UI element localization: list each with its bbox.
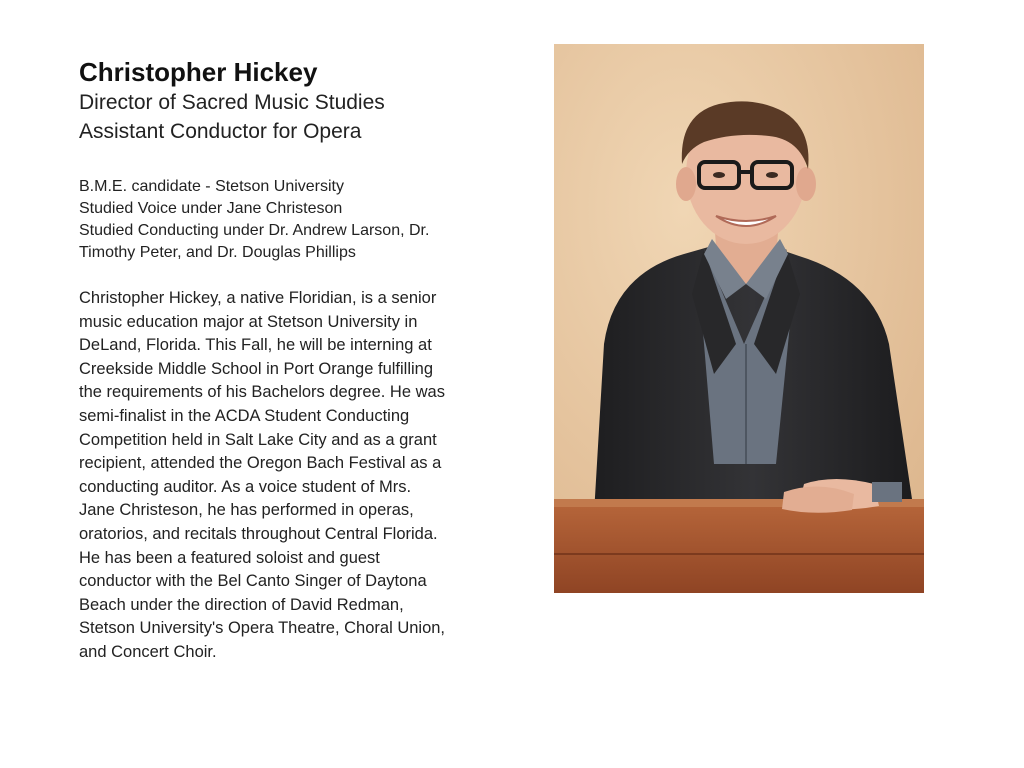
credential-line: B.M.E. candidate - Stetson University [79,178,344,195]
title-line: Assistant Conductor for Opera [79,120,362,143]
title-line: Director of Sacred Music Studies [79,91,385,114]
text-column [79,56,489,665]
person-name: Christopher Hickey [79,57,318,87]
biography: Christopher Hickey, a native Floridian, is a senior music education major at Stetson University in DeLand, Florida. This Fall, he will be interning at Creekside Middle School in Port Orange fulfilling the requirements of his Bachelors degree. He was semi-finalist in the ACDA Student Conducting Competition held in Salt Lake City and as a grant recipient, attended the Oregon Bach Festival as a conducting auditor. As a voice student of Mrs. Jane Christeson, he has performed in operas, oratorios, and recitals throughout Central Florida. He has been a featured soloist and guest conductor with the Bel Canto Singer of Daytona Beach under the direction of David Redman, Stetson University's Opera Theatre, Choral Union, and Concert Choir. [79,289,446,661]
credential-line: Studied Voice under Jane Christeson [79,200,343,217]
portrait-photo [554,44,924,593]
credentials [79,176,489,264]
credential-line: Studied Conducting under Dr. Andrew Larson, Dr. Timothy Peter, and Dr. Douglas Phillips [79,222,430,261]
